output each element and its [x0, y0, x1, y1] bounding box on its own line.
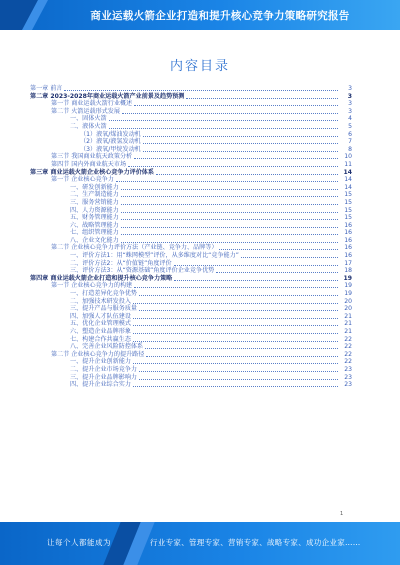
- footer-banner: [0, 522, 400, 565]
- toc-entry-label: 第二节 企业核心竞争力的提升路径: [51, 350, 145, 358]
- toc-entry-page: 15: [344, 191, 352, 199]
- toc-entry-label: 二、提升企业市场竞争力: [70, 365, 138, 373]
- toc-dot-leader: [64, 90, 338, 91]
- toc-entry-label: 第一节 企业核心竞争力: [51, 176, 114, 184]
- toc-dot-leader: [121, 234, 338, 235]
- toc-dot-leader: [139, 295, 338, 296]
- toc-entry-label: 七、构建合作共赢生态: [70, 335, 131, 343]
- toc-entry-label: 第四章 商业运载火箭企业打造和提升核心竞争力策略: [30, 274, 173, 282]
- toc-entry-label: 第二节 火箭运载形式发展: [51, 107, 120, 115]
- toc-dot-leader: [139, 371, 338, 372]
- toc-entry-page: 22: [344, 335, 352, 343]
- toc-entry-label: 二、评价方法2：从“价值链”角度评价: [70, 259, 172, 267]
- toc-dot-leader: [128, 166, 338, 167]
- toc-entry[interactable]: [30, 199, 352, 207]
- toc-dot-leader: [121, 196, 338, 197]
- toc-entry[interactable]: [30, 161, 352, 169]
- toc-entry-page: 21: [344, 328, 352, 335]
- toc-entry-page: 3: [348, 85, 352, 92]
- toc-dot-leader: [216, 272, 338, 273]
- toc-entry[interactable]: [30, 267, 352, 275]
- toc-dot-leader: [133, 303, 338, 304]
- toc-entry[interactable]: [30, 115, 352, 123]
- report-header-banner: [0, 0, 400, 30]
- toc-dot-leader: [133, 386, 338, 387]
- toc-entry[interactable]: [30, 381, 352, 389]
- toc-entry[interactable]: [30, 207, 352, 215]
- toc-entry[interactable]: [30, 214, 352, 222]
- toc-entry-label: 一、提升企业创新能力: [70, 358, 131, 366]
- toc-entry-page: 15: [344, 214, 352, 222]
- toc-entry-page: 16: [344, 236, 352, 244]
- toc-entry-label: 六、战略管理能力: [70, 221, 119, 229]
- toc-entry-label: 八、企业文化能力: [70, 236, 119, 244]
- toc-entry[interactable]: [30, 176, 352, 184]
- toc-entry[interactable]: [30, 252, 352, 260]
- toc-entry-page: 20: [344, 297, 352, 305]
- toc-entry-page: 14: [344, 176, 352, 184]
- toc-entry-label: 第一节 企业核心竞争力的构建: [51, 282, 133, 290]
- toc-entry-page: 15: [344, 198, 352, 206]
- toc-entry[interactable]: [30, 244, 352, 252]
- toc-entry-label: 一、研发创新能力: [70, 183, 119, 191]
- toc-entry-label: 第三节 我国商业航天政策分析: [51, 153, 133, 161]
- toc-dot-leader: [156, 174, 338, 175]
- toc-entry-page: 20: [344, 305, 352, 313]
- toc-dot-leader: [146, 356, 338, 357]
- toc-entry-page: 8: [348, 145, 352, 153]
- toc-entry[interactable]: [30, 138, 352, 146]
- toc-dot-leader: [121, 189, 338, 190]
- toc-entry-page: 14: [344, 183, 352, 191]
- footer-slogan-right: 行业专家、管理专家、营销专家、战略专家、成功企业家……: [150, 538, 361, 547]
- toc-entry-page: 16: [344, 221, 352, 229]
- toc-dot-leader: [133, 363, 338, 364]
- toc-dot-leader: [186, 98, 338, 99]
- toc-entry-page: 15: [344, 206, 352, 214]
- toc-entry-page: 4: [348, 115, 352, 123]
- toc-entry-page: 22: [344, 343, 352, 351]
- toc-entry[interactable]: [30, 290, 352, 298]
- toc-dot-leader: [133, 318, 338, 319]
- toc-entry-label: 八、完善企业风险防控体系: [70, 343, 144, 351]
- toc-entry-page: 5: [348, 122, 352, 130]
- toc-entry-page: 3: [348, 107, 352, 115]
- toc-entry-label: 四、加强人才队伍建设: [70, 312, 131, 320]
- toc-entry[interactable]: [30, 282, 352, 290]
- toc-dot-leader: [174, 280, 338, 281]
- toc-dot-leader: [121, 242, 338, 243]
- toc-entry-label: 第一节 商业运载火箭行业概述: [51, 100, 133, 108]
- toc-entry[interactable]: [30, 320, 352, 328]
- toc-entry-label: 一、固体火箭: [70, 115, 107, 123]
- toc-dot-leader: [143, 143, 338, 144]
- toc-entry-label: 第一章 前言: [30, 85, 63, 92]
- toc-entry[interactable]: [30, 85, 352, 93]
- toc-dot-leader: [174, 265, 338, 266]
- toc-entry-label: （3）液氧/甲烷发动机: [80, 145, 141, 153]
- toc-entry[interactable]: [30, 100, 352, 108]
- toc-entry-page: 3: [347, 92, 352, 100]
- toc-dot-leader: [134, 287, 338, 288]
- toc-entry-page: 11: [344, 160, 352, 168]
- toc-entry[interactable]: [30, 191, 352, 199]
- table-of-contents: [30, 85, 352, 389]
- page-number: 1: [340, 511, 344, 517]
- toc-entry-page: 14: [343, 168, 352, 176]
- toc-entry[interactable]: [30, 366, 352, 374]
- toc-entry[interactable]: [30, 305, 352, 313]
- toc-entry-label: 七、组织管理能力: [70, 229, 119, 237]
- footer-slogan-left: 让每个人都能成为: [47, 538, 111, 547]
- toc-entry-page: 19: [344, 282, 352, 290]
- toc-entry[interactable]: [30, 358, 352, 366]
- toc-entry-label: 三、提升产品与服务质量: [70, 305, 138, 313]
- toc-entry-page: 10: [344, 153, 352, 161]
- toc-dot-leader: [133, 325, 338, 326]
- toc-entry-label: 四、人力资源能力: [70, 206, 119, 214]
- toc-entry-label: 六、塑造企业品牌形象: [70, 328, 131, 335]
- toc-entry-page: 16: [344, 229, 352, 237]
- toc-entry-page: 23: [344, 365, 352, 373]
- toc-entry-label: 三、服务营销能力: [70, 198, 119, 206]
- toc-dot-leader: [116, 181, 338, 182]
- toc-entry-label: （2）液氧/液氢发动机: [80, 138, 141, 146]
- toc-entry-label: 二、生产制造能力: [70, 191, 119, 199]
- toc-dot-leader: [122, 113, 338, 114]
- toc-entry-label: 一、打造差异化竞争优势: [70, 290, 138, 298]
- toc-entry-label: 三、评价方法3：从“资源基础”角度评价企业竞争优势: [70, 267, 215, 275]
- toc-dot-leader: [143, 136, 338, 137]
- toc-entry-label: 三、提升企业品牌影响力: [70, 373, 138, 381]
- toc-dot-leader: [241, 257, 338, 258]
- toc-entry-label: 四、提升企业综合实力: [70, 381, 131, 389]
- toc-entry-page: 23: [344, 373, 352, 381]
- toc-entry-page: 23: [344, 381, 352, 389]
- toc-entry-label: 五、优化企业管理模式: [70, 320, 131, 328]
- toc-entry-page: 17: [344, 259, 352, 267]
- toc-entry-label: 第三章 商业运载火箭企业核心竞争力评价体系: [30, 168, 154, 176]
- report-title: 商业运载火箭企业打造和提升核心竞争力策略研究报告: [90, 10, 350, 22]
- toc-entry-label: 第四节 国内外商业航天市场: [51, 160, 127, 168]
- toc-dot-leader: [139, 379, 338, 380]
- toc-dot-leader: [219, 249, 338, 250]
- toc-entry[interactable]: [30, 153, 352, 161]
- toc-dot-leader: [134, 105, 338, 106]
- toc-entry-page: 16: [344, 252, 352, 260]
- toc-entry-label: 第二章 2023-2028年商业运载火箭产业前景及趋势预测: [30, 92, 185, 100]
- toc-entry[interactable]: [30, 343, 352, 351]
- toc-entry-page: 16: [344, 244, 352, 252]
- toc-entry-label: 五、财务管理能力: [70, 214, 119, 222]
- toc-dot-leader: [134, 158, 338, 159]
- toc-dot-leader: [121, 227, 338, 228]
- toc-entry-label: 一、评价方法1：用“蛛网模型”评价，从多维度对比“竞争能力”: [70, 252, 239, 260]
- toc-dot-leader: [145, 348, 338, 349]
- toc-entry-label: 二、液体火箭: [70, 122, 107, 130]
- toc-entry-page: 21: [344, 312, 352, 320]
- toc-entry-page: 22: [344, 350, 352, 358]
- toc-entry-page: 18: [344, 267, 352, 275]
- toc-entry[interactable]: [30, 131, 352, 139]
- toc-dot-leader: [143, 151, 338, 152]
- toc-entry-label: 第二节 企业核心竞争力评价方法（产业链、竞争力、品牌等）: [51, 244, 218, 252]
- toc-dot-leader: [139, 310, 338, 311]
- toc-entry[interactable]: [30, 123, 352, 131]
- toc-entry[interactable]: [30, 328, 352, 336]
- toc-dot-leader: [133, 333, 338, 334]
- toc-dot-leader: [133, 341, 338, 342]
- toc-entry-page: 6: [348, 130, 352, 138]
- toc-dot-leader: [121, 204, 338, 205]
- toc-entry-page: 3: [348, 100, 352, 108]
- toc-heading: 内容目录: [169, 59, 230, 74]
- toc-entry[interactable]: [30, 169, 352, 177]
- toc-dot-leader: [109, 128, 338, 129]
- toc-entry-label: 二、加强技术研发投入: [70, 297, 131, 305]
- toc-entry-page: 22: [344, 358, 352, 366]
- toc-dot-leader: [109, 120, 338, 121]
- toc-dot-leader: [121, 212, 338, 213]
- toc-entry-page: 7: [348, 138, 352, 146]
- toc-entry-page: 19: [343, 274, 352, 282]
- toc-entry-label: （1）液氧/煤油发动机: [80, 130, 141, 138]
- toc-entry-page: 21: [344, 320, 352, 328]
- toc-entry-page: 19: [344, 290, 352, 298]
- toc-dot-leader: [121, 219, 338, 220]
- toc-entry[interactable]: [30, 229, 352, 237]
